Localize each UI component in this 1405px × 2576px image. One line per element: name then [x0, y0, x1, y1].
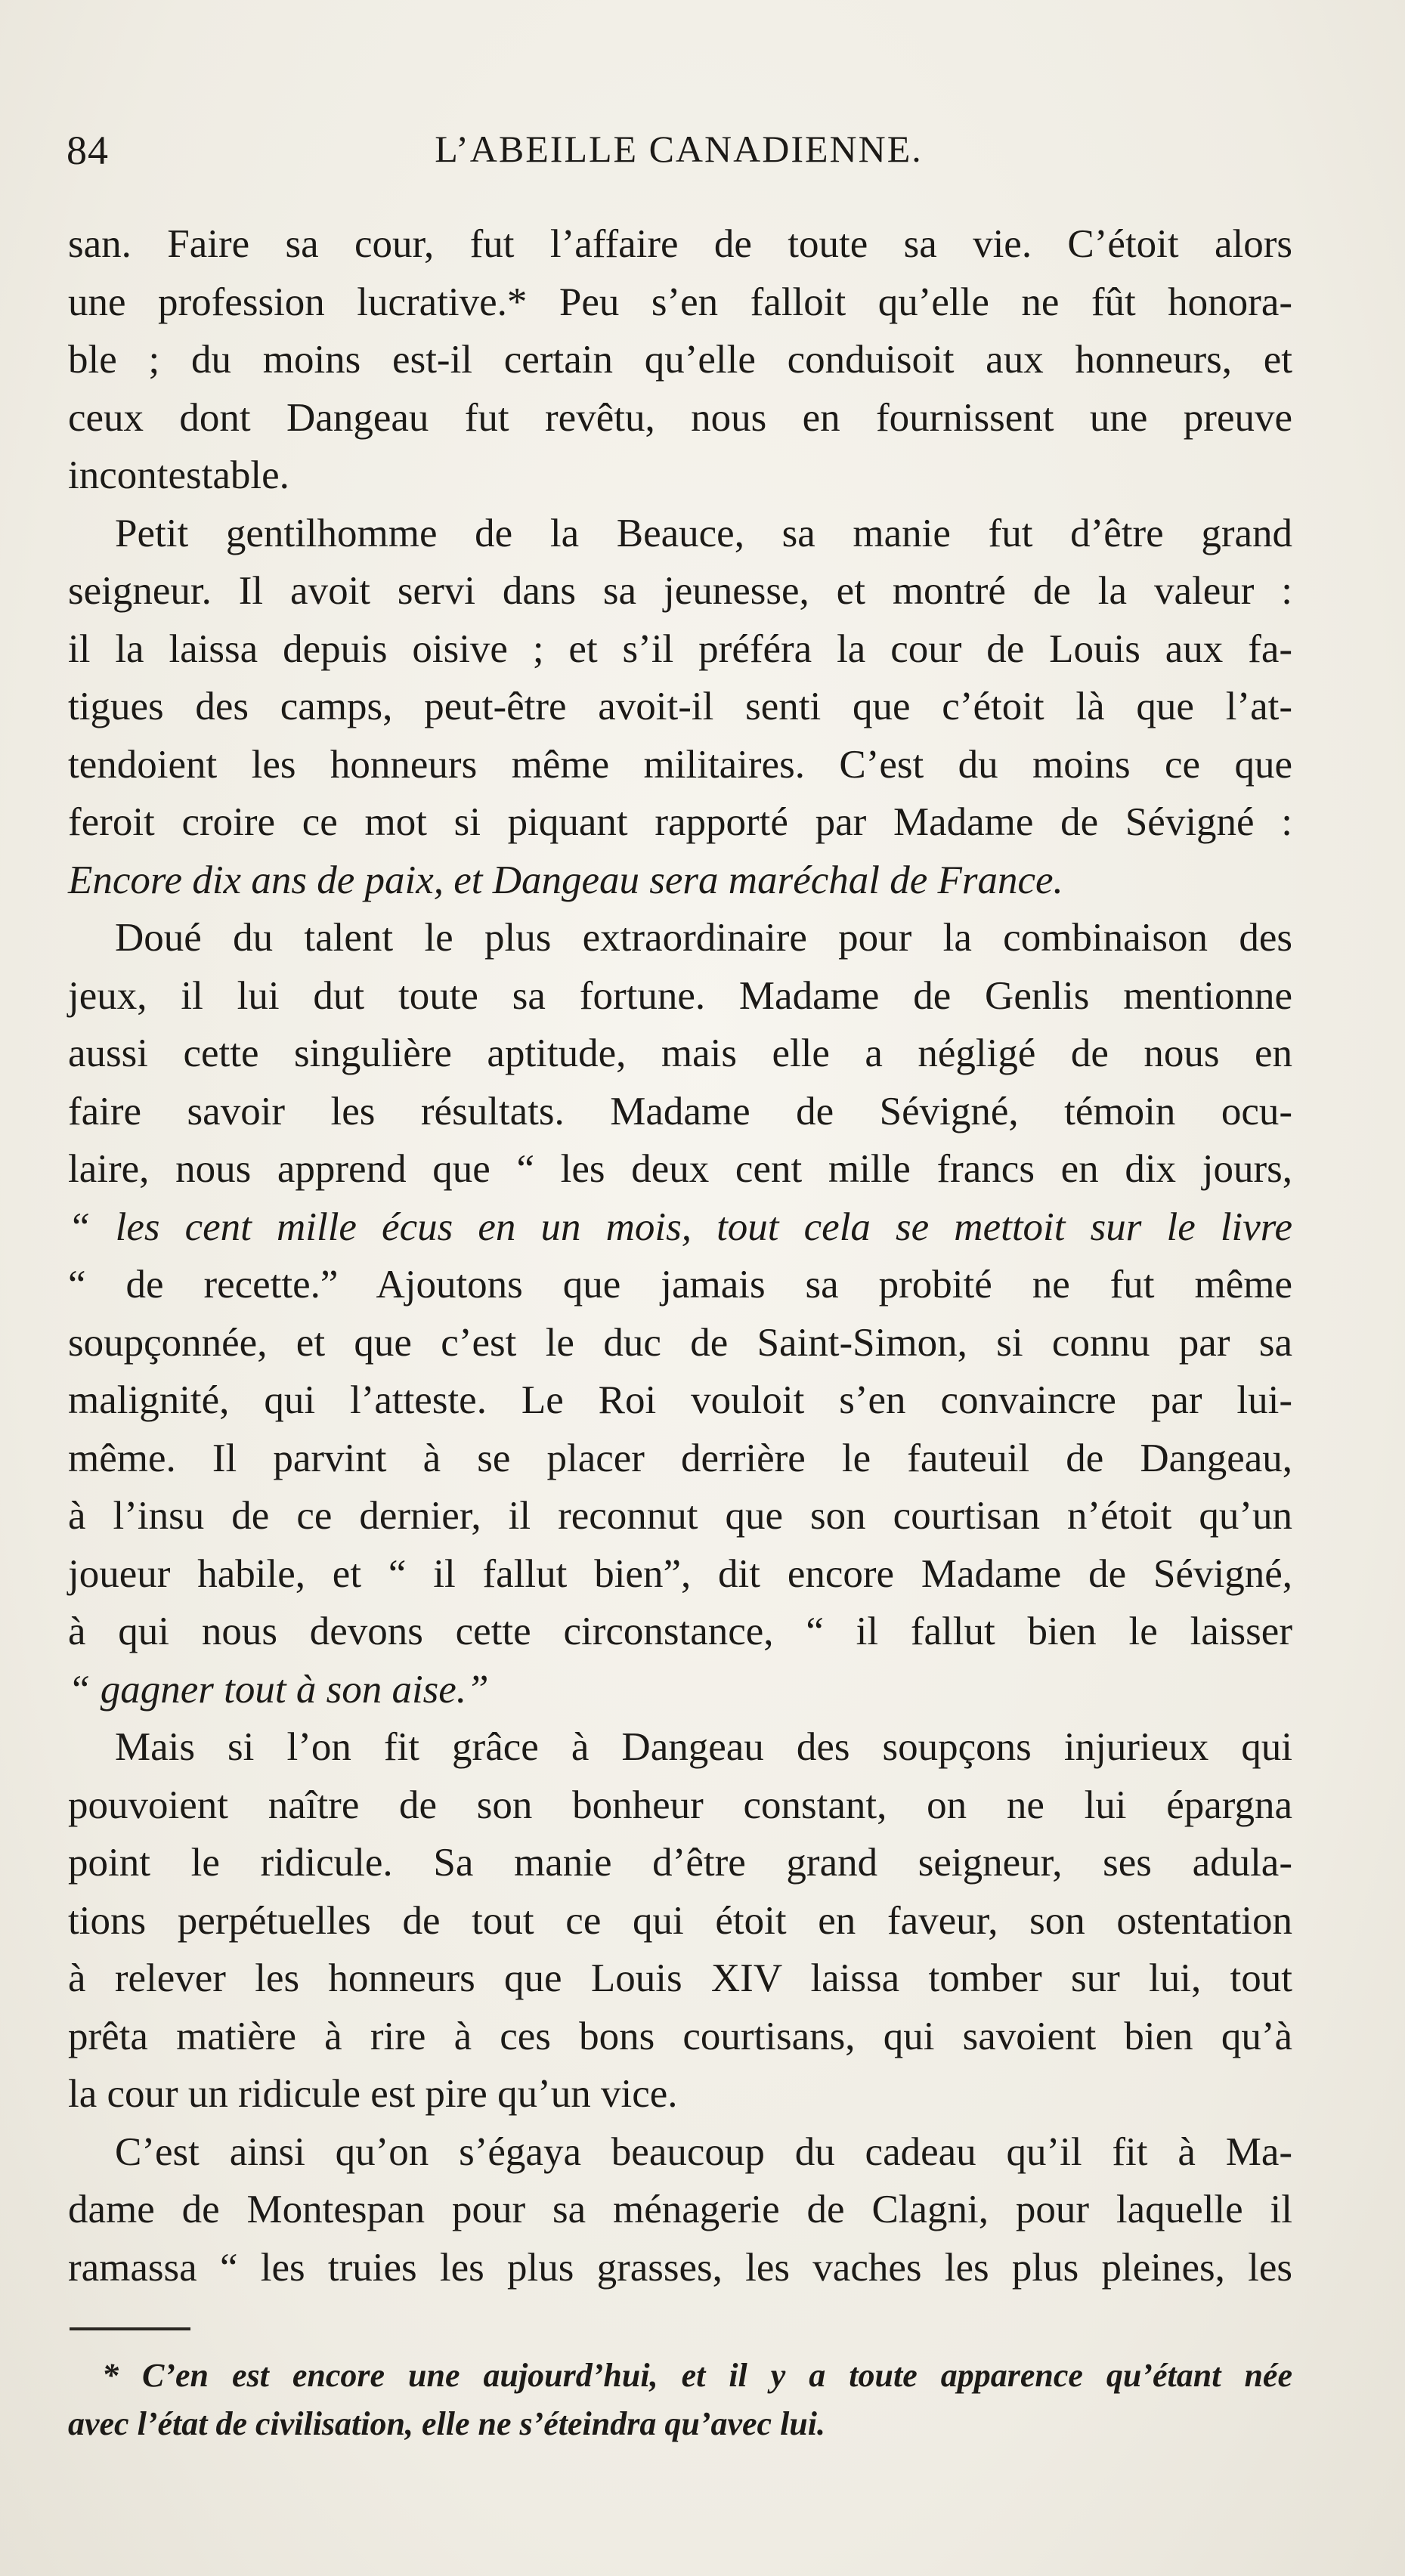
text-line: Doué du talent le plus extraordinaire pour la combinaison des	[115, 916, 1292, 960]
text-line: à relever les honneurs que Louis XIV laissa tomber sur lui, tout	[68, 1956, 1292, 2000]
footnote-divider	[70, 2327, 190, 2330]
text-line: Petit gentilhomme de la Beauce, sa manie fut d’être grand	[115, 511, 1292, 555]
text-line: seigneur. Il avoit servi dans sa jeunesse, et montré de la valeur :	[68, 569, 1292, 613]
text-line: point le ridicule. Sa manie d’être grand seigneur, ses adula-	[68, 1841, 1292, 1885]
text-line: il la laissa depuis oisive ; et s’il préféra la cour de Louis aux fa-	[68, 626, 1292, 671]
text-line: ble ; du moins est-il certain qu’elle conduisoit aux honneurs, et	[68, 338, 1292, 382]
text-line: à l’insu de ce dernier, il reconnut que son courtisan n’étoit qu’un	[68, 1494, 1292, 1538]
text-line: incontestable.	[68, 453, 289, 497]
text-line: san. Faire sa cour, fut l’affaire de toute sa vie. C’étoit alors	[68, 222, 1292, 266]
text-line: “ de recette.” Ajoutons que jamais sa probité ne fut même	[68, 1263, 1292, 1307]
text-line: une profession lucrative.* Peu s’en falloit qu’elle ne fût honora-	[68, 280, 1292, 324]
text-line: soupçonnée, et que c’est le duc de Saint-Simon, si connu par sa	[68, 1320, 1292, 1365]
text-line: Mais si l’on fit grâce à Dangeau des soupçons injurieux qui	[115, 1725, 1292, 1769]
text-line: joueur habile, et “ il fallut bien”, dit encore Madame de Sévigné,	[68, 1551, 1292, 1596]
text-line: jeux, il lui dut toute sa fortune. Madame de Genlis mentionne	[68, 973, 1292, 1018]
footnote-line: * C’en est encore une aujourd’hui, et il y a toute apparence qu’étant née	[102, 2357, 1292, 2394]
text-line: pouvoient naître de son bonheur constant, on ne lui épargna	[68, 1783, 1292, 1827]
footnote-line: avec l’état de civilisation, elle ne s’éteindra qu’avec lui.	[68, 2405, 825, 2442]
text-line: aussi cette singulière aptitude, mais elle a négligé de nous en	[68, 1031, 1292, 1075]
text-line: Encore dix ans de paix, et Dangeau sera maréchal de France.	[68, 858, 1063, 902]
text-line: tigues des camps, peut-être avoit-il senti que c’étoit là que l’at-	[68, 685, 1292, 728]
text-line: à qui nous devons cette circonstance, “ il fallut bien le laisser	[68, 1610, 1292, 1653]
text-line: tions perpétuelles de tout ce qui étoit en faveur, son ostentation	[68, 1898, 1292, 1943]
page-number: 84	[67, 128, 109, 173]
running-title: L’ABEILLE CANADIENNE.	[435, 128, 923, 170]
text-line: dame de Montespan pour sa ménagerie de Clagni, pour laquelle il	[68, 2188, 1292, 2231]
text-line: ramassa “ les truies les plus grasses, les vaches les plus pleines, les	[68, 2245, 1292, 2290]
text-line: feroit croire ce mot si piquant rapporté par Madame de Sévigné :	[68, 800, 1292, 844]
text-line: tendoient les honneurs même militaires. C’est du moins ce que	[68, 742, 1292, 787]
body-text	[68, 215, 1292, 2296]
text-line: ceux dont Dangeau fut revêtu, nous en fournissent une preuve	[68, 395, 1292, 440]
page-header	[67, 127, 1291, 187]
text-line: même. Il parvint à se placer derrière le fauteuil de Dangeau,	[68, 1436, 1292, 1480]
text-line: malignité, qui l’atteste. Le Roi vouloit s’en convaincre par lui-	[68, 1378, 1292, 1422]
text-line: faire savoir les résultats. Madame de Sévigné, témoin ocu-	[68, 1089, 1292, 1133]
footnote	[68, 2352, 1292, 2448]
text-line: C’est ainsi qu’on s’égaya beaucoup du cadeau qu’il fit à Ma-	[115, 2129, 1292, 2174]
text-line: prêta matière à rire à ces bons courtisans, qui savoient bien qu’à	[68, 2014, 1292, 2058]
text-line: laire, nous apprend que “ les deux cent mille francs en dix jours,	[68, 1147, 1292, 1191]
text-line: “ les cent mille écus en un mois, tout cela se mettoit sur le livre	[68, 1205, 1292, 1249]
text-line: “ gagner tout à son aise.”	[68, 1667, 489, 1712]
text-line: la cour un ridicule est pire qu’un vice.	[68, 2072, 678, 2116]
